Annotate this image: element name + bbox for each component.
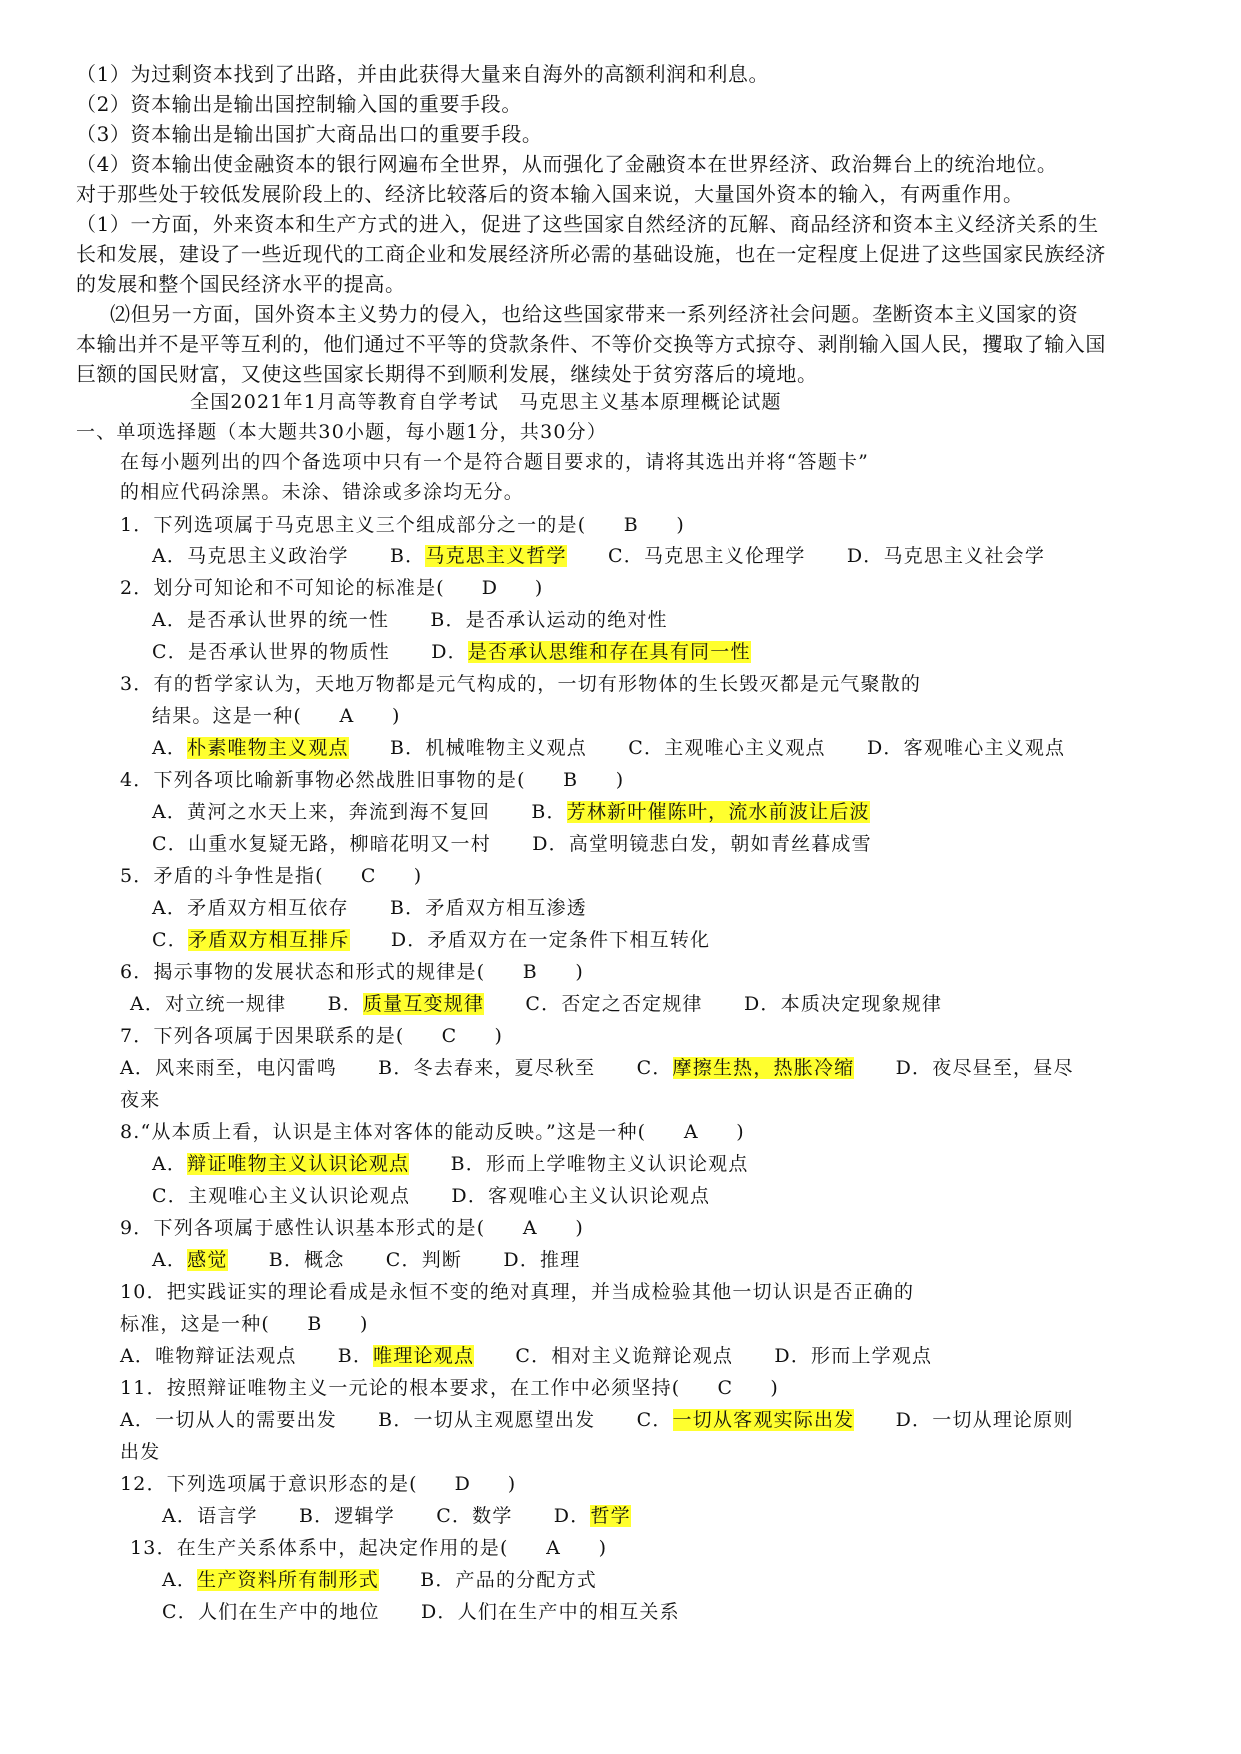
question-stem-text: 13．在生产关系体系中，起决定作用的是( bbox=[130, 1537, 509, 1559]
option-b: B．机械唯物主义观点 bbox=[389, 737, 587, 759]
question-8-options-row-2 bbox=[152, 1180, 710, 1212]
question-stem-text: 2．划分可知论和不可知论的标准是( bbox=[120, 577, 445, 599]
instructions-line-1: 在每小题列出的四个备选项中只有一个是符合题目要求的，请将其选出并将“答题卡” bbox=[120, 451, 870, 473]
option-b: B．冬去春来，夏尽秋至 bbox=[378, 1057, 596, 1079]
answer-letter: B bbox=[307, 1313, 323, 1335]
question-stem-text: 标准，这是一种( bbox=[120, 1313, 271, 1335]
question-2-stem bbox=[120, 572, 544, 604]
option-a bbox=[152, 732, 349, 764]
close-paren: ) bbox=[770, 1377, 780, 1399]
question-4-options-row-2 bbox=[152, 828, 872, 860]
question-1-stem bbox=[120, 509, 685, 541]
question-5-options-row-1 bbox=[152, 892, 587, 924]
option-d: D．客观唯心主义观点 bbox=[867, 737, 1066, 759]
section-heading: 一、单项选择题（本大题共30小题，每小题1分，共30分） bbox=[76, 421, 608, 443]
option-b: B．形而上学唯物主义认识论观点 bbox=[450, 1153, 749, 1175]
highlighted-answer: 感觉 bbox=[187, 1249, 228, 1271]
question-7-stem bbox=[120, 1020, 503, 1052]
highlighted-answer: 一切从客观实际出发 bbox=[672, 1409, 855, 1431]
question-8-stem bbox=[120, 1116, 745, 1148]
highlighted-answer: 朴素唯物主义观点 bbox=[187, 737, 349, 759]
answer-letter: C bbox=[717, 1377, 734, 1399]
highlighted-answer: 哲学 bbox=[590, 1505, 631, 1527]
option-b bbox=[390, 540, 567, 572]
option-a: A．唯物辩证法观点 bbox=[120, 1345, 297, 1367]
option-d: D．马克思主义社会学 bbox=[846, 545, 1046, 567]
intro-line-1: （1）为过剩资本找到了出路，并由此获得大量来自海外的高额利润和利息。 bbox=[76, 62, 770, 86]
answer-letter: A bbox=[683, 1121, 699, 1143]
option-c: C．山重水复疑无路，柳暗花明又一村 bbox=[152, 833, 491, 855]
question-3-options bbox=[152, 732, 1065, 764]
question-6-options bbox=[130, 988, 942, 1020]
question-12-stem bbox=[120, 1468, 516, 1500]
option-a: A．风来雨至，电闪雷鸣 bbox=[120, 1057, 337, 1079]
answer-letter: D bbox=[454, 1473, 472, 1495]
answer-letter: B bbox=[522, 961, 538, 983]
question-11-options-wrap: 出发 bbox=[120, 1441, 161, 1463]
question-stem-text: 6．揭示事物的发展状态和形式的规律是( bbox=[120, 961, 486, 983]
answer-letter: C bbox=[360, 865, 377, 887]
question-10-options bbox=[120, 1340, 932, 1372]
option-d: D．矛盾双方在一定条件下相互转化 bbox=[390, 929, 711, 951]
option-letter: D． bbox=[553, 1505, 591, 1527]
option-b bbox=[328, 988, 485, 1020]
option-b: B．矛盾双方相互渗透 bbox=[389, 897, 587, 919]
answer-letter: A bbox=[339, 705, 355, 727]
close-paren: ) bbox=[360, 1313, 369, 1335]
option-letter: B． bbox=[389, 545, 426, 567]
intro-line-4: （4）资本输出使金融资本的银行网遍布全世界，从而强化了金融资本在世界经济、政治舞台上的统治地位。 bbox=[76, 152, 1058, 176]
option-d: D．夜尽昼至，昼尽 bbox=[895, 1057, 1074, 1079]
option-c bbox=[637, 1052, 855, 1084]
intro-line-5: 对于那些处于较低发展阶段上的、经济比较落后的资本输入国来说，大量国外资本的输入，有两重作用。 bbox=[76, 182, 1024, 206]
question-stem-text: 8.“从本质上看，认识是主体对客体的能动反映。”这是一种( bbox=[120, 1121, 647, 1143]
option-d: D．一切从理论原则 bbox=[895, 1409, 1074, 1431]
question-7-options-wrap: 夜来 bbox=[120, 1089, 161, 1111]
question-11-options bbox=[120, 1404, 1074, 1436]
intro-line-6a: （1）一方面，外来资本和生产方式的进入，促进了这些国家自然经济的瓦解、商品经济和资本主义经济关系的生 bbox=[76, 212, 1099, 236]
option-letter: B． bbox=[327, 993, 363, 1015]
question-stem-text: 5．矛盾的斗争性是指( bbox=[120, 865, 324, 887]
question-12-options bbox=[162, 1500, 631, 1532]
option-c: C．主观唯心主义观点 bbox=[628, 737, 826, 759]
instructions-line-2: 的相应代码涂黑。未涂、错涂或多涂均无分。 bbox=[120, 481, 525, 503]
question-6-stem bbox=[120, 956, 584, 988]
intro-line-2: （2）资本输出是输出国控制输入国的重要手段。 bbox=[76, 92, 522, 116]
close-paren: ) bbox=[413, 865, 423, 887]
option-a bbox=[162, 1564, 379, 1596]
answer-letter: B bbox=[563, 769, 579, 791]
question-stem-text: 11．按照辩证唯物主义一元论的根本要求，在工作中必须坚持( bbox=[120, 1377, 681, 1399]
option-a: A．马克思主义政治学 bbox=[152, 545, 349, 567]
answer-letter: C bbox=[441, 1025, 458, 1047]
question-stem-text: 9．下列各项属于感性认识基本形式的是( bbox=[120, 1217, 486, 1239]
option-d: D．客观唯心主义认识论观点 bbox=[451, 1185, 711, 1207]
option-c: C．是否承认世界的物质性 bbox=[152, 641, 390, 663]
option-d bbox=[431, 636, 750, 668]
option-d bbox=[554, 1500, 631, 1532]
intro-line-6c: 的发展和整个国民经济水平的提高。 bbox=[76, 272, 406, 296]
highlighted-answer: 是否承认思维和存在具有同一性 bbox=[467, 641, 751, 663]
option-a: A．一切从人的需要出发 bbox=[120, 1409, 337, 1431]
option-letter: A． bbox=[152, 737, 188, 759]
option-d: D．高堂明镜悲白发，朝如青丝暮成雪 bbox=[532, 833, 872, 855]
question-13-options-row-2 bbox=[162, 1596, 680, 1628]
highlighted-answer: 质量互变规律 bbox=[362, 993, 485, 1015]
highlighted-answer: 生产资料所有制形式 bbox=[197, 1569, 379, 1591]
question-stem-text: 1．下列选项属于马克思主义三个组成部分之一的是( bbox=[120, 514, 587, 536]
question-2-options-row-1 bbox=[152, 604, 668, 636]
option-c bbox=[637, 1404, 855, 1436]
option-b: B．一切从主观愿望出发 bbox=[378, 1409, 596, 1431]
close-paren: ) bbox=[575, 1217, 584, 1239]
question-2-options-row-2 bbox=[152, 636, 751, 668]
question-13-options-row-1 bbox=[162, 1564, 597, 1596]
option-a: A．对立统一规律 bbox=[130, 993, 287, 1015]
option-letter: C． bbox=[636, 1057, 673, 1079]
option-c: C．数学 bbox=[436, 1505, 513, 1527]
question-stem-text: 12．下列选项属于意识形态的是( bbox=[120, 1473, 418, 1495]
question-stem-text: 结果。这是一种( bbox=[152, 705, 303, 727]
answer-letter: D bbox=[481, 577, 499, 599]
option-d: D．人们在生产中的相互关系 bbox=[421, 1601, 680, 1623]
option-c: C．判断 bbox=[385, 1249, 463, 1271]
question-9-stem bbox=[120, 1212, 584, 1244]
option-b: B．逻辑学 bbox=[298, 1505, 395, 1527]
option-a bbox=[152, 1148, 409, 1180]
close-paren: ) bbox=[575, 961, 584, 983]
option-letter: A． bbox=[152, 1249, 188, 1271]
option-a: A．语言学 bbox=[162, 1505, 258, 1527]
answer-letter: A bbox=[546, 1537, 562, 1559]
highlighted-answer: 矛盾双方相互排斥 bbox=[187, 929, 350, 951]
option-c: C．马克思主义伦理学 bbox=[608, 545, 806, 567]
intro-line-7b: 本输出并不是平等互利的，他们通过不平等的贷款条件、不等价交换等方式掠夺、剥削输入国人民，攫取了输入国 bbox=[76, 332, 1106, 356]
question-stem-text: 7．下列各项属于因果联系的是( bbox=[120, 1025, 405, 1047]
question-13-stem bbox=[130, 1532, 607, 1564]
option-letter: A． bbox=[162, 1569, 198, 1591]
highlighted-answer: 唯理论观点 bbox=[373, 1345, 475, 1367]
intro-line-3: （3）资本输出是输出国扩大商品出口的重要手段。 bbox=[76, 122, 543, 146]
close-paren: ) bbox=[494, 1025, 504, 1047]
question-4-stem bbox=[120, 764, 624, 796]
close-paren: ) bbox=[507, 1473, 517, 1495]
option-d: D．形而上学观点 bbox=[774, 1345, 933, 1367]
option-letter: D． bbox=[431, 641, 468, 663]
option-d: D．推理 bbox=[503, 1249, 581, 1271]
option-a: A．矛盾双方相互依存 bbox=[152, 897, 349, 919]
question-8-options-row-1 bbox=[152, 1148, 749, 1180]
option-letter: C． bbox=[636, 1409, 673, 1431]
option-b: B．概念 bbox=[268, 1249, 345, 1271]
highlighted-answer: 芳林新叶催陈叶，流水前波让后波 bbox=[566, 801, 870, 823]
question-4-options-row-1 bbox=[152, 796, 870, 828]
close-paren: ) bbox=[615, 769, 625, 791]
intro-line-6b: 长和发展，建设了一些近现代的工商企业和发展经济所必需的基础设施，也在一定程度上促进了这些国家民族经济 bbox=[76, 242, 1106, 266]
option-letter: B． bbox=[337, 1345, 374, 1367]
highlighted-answer: 摩擦生热，热胀冷缩 bbox=[672, 1057, 855, 1079]
option-c: C．否定之否定规律 bbox=[525, 993, 703, 1015]
option-a bbox=[152, 1244, 228, 1276]
close-paren: ) bbox=[392, 705, 401, 727]
option-c bbox=[152, 924, 350, 956]
option-b: B．产品的分配方式 bbox=[420, 1569, 597, 1591]
intro-line-7a: ⑵但另一方面，国外资本主义势力的侵入，也给这些国家带来一系列经济社会问题。垄断资本主义国家的资 bbox=[110, 302, 1079, 326]
exam-title: 全国2021年1月高等教育自学考试 马克思主义基本原理概论试题 bbox=[190, 391, 782, 413]
question-1-options bbox=[152, 540, 1045, 572]
option-letter: C． bbox=[152, 929, 188, 951]
highlighted-answer: 辩证唯物主义认识论观点 bbox=[187, 1153, 410, 1175]
question-10-stem-cont bbox=[120, 1308, 369, 1340]
option-letter: A． bbox=[152, 1153, 188, 1175]
close-paren: ) bbox=[676, 514, 685, 536]
close-paren: ) bbox=[736, 1121, 745, 1143]
close-paren: ) bbox=[598, 1537, 608, 1559]
option-b: B．是否承认运动的绝对性 bbox=[430, 609, 668, 631]
question-7-options bbox=[120, 1052, 1074, 1084]
question-5-stem bbox=[120, 860, 422, 892]
question-5-options-row-2 bbox=[152, 924, 710, 956]
question-3-stem-cont bbox=[152, 700, 401, 732]
answer-letter: A bbox=[522, 1217, 538, 1239]
option-b bbox=[531, 796, 869, 828]
highlighted-answer: 马克思主义哲学 bbox=[425, 545, 567, 567]
question-11-stem bbox=[120, 1372, 779, 1404]
close-paren: ) bbox=[534, 577, 544, 599]
option-c: C．相对主义诡辩论观点 bbox=[515, 1345, 734, 1367]
option-b bbox=[338, 1340, 474, 1372]
intro-line-7c: 巨额的国民财富，又使这些国家长期得不到顺利发展，继续处于贫穷落后的境地。 bbox=[76, 362, 818, 386]
question-9-options bbox=[152, 1244, 580, 1276]
option-a: A．是否承认世界的统一性 bbox=[152, 609, 390, 631]
option-a: A．黄河之水天上来，奔流到海不复回 bbox=[152, 801, 491, 823]
option-d: D．本质决定现象规律 bbox=[744, 993, 943, 1015]
question-3-stem: 3．有的哲学家认为，天地万物都是元气构成的，一切有形物体的生长毁灭都是元气聚散的 bbox=[120, 673, 922, 695]
option-c: C．人们在生产中的地位 bbox=[162, 1601, 380, 1623]
option-letter: B． bbox=[531, 801, 567, 823]
option-c: C．主观唯心主义认识论观点 bbox=[152, 1185, 411, 1207]
answer-letter: B bbox=[623, 514, 639, 536]
question-10-stem: 10．把实践证实的理论看成是永恒不变的绝对真理，并当成检验其他一切认识是否正确的 bbox=[120, 1281, 915, 1303]
question-stem-text: 4．下列各项比喻新事物必然战胜旧事物的是( bbox=[120, 769, 526, 791]
